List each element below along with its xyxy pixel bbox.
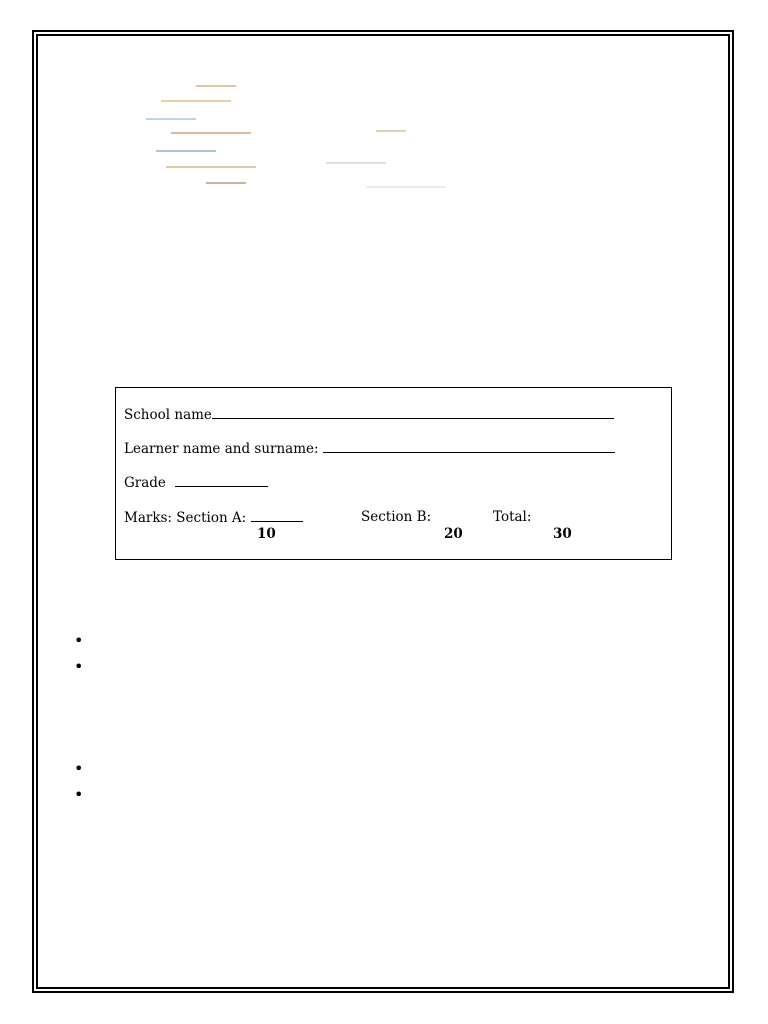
bullet-list-2: [74, 756, 83, 808]
school-name-label: School name: [124, 407, 212, 423]
school-name-row: [124, 406, 614, 423]
section-b-label: Section B:: [361, 509, 432, 525]
list-item-bullet: •: [74, 759, 84, 778]
section-b-max: 20: [444, 526, 463, 542]
learner-name-label: Learner name and surname:: [124, 441, 319, 457]
list-item-bullet: •: [74, 785, 84, 804]
section-a-field[interactable]: [251, 509, 303, 522]
grade-row: [124, 474, 268, 491]
grade-field[interactable]: [175, 474, 268, 487]
learner-info-box: [115, 387, 672, 560]
total-label: Total:: [493, 509, 532, 525]
bullet-list-1: [74, 628, 83, 680]
school-name-field[interactable]: [212, 406, 614, 419]
marks-section-a-row: [124, 509, 303, 526]
list-item-bullet: •: [74, 657, 84, 676]
learner-name-field[interactable]: [323, 440, 615, 453]
faded-header-logo: [136, 70, 536, 210]
grade-label: Grade: [124, 475, 166, 491]
learner-name-row: [124, 440, 615, 457]
section-a-max: 10: [257, 526, 276, 542]
list-item-bullet: •: [74, 631, 84, 650]
total-max: 30: [553, 526, 572, 542]
marks-total-row: [493, 509, 531, 525]
marks-section-b-row: [361, 509, 431, 525]
marks-section-a-label: Marks: Section A:: [124, 510, 247, 526]
